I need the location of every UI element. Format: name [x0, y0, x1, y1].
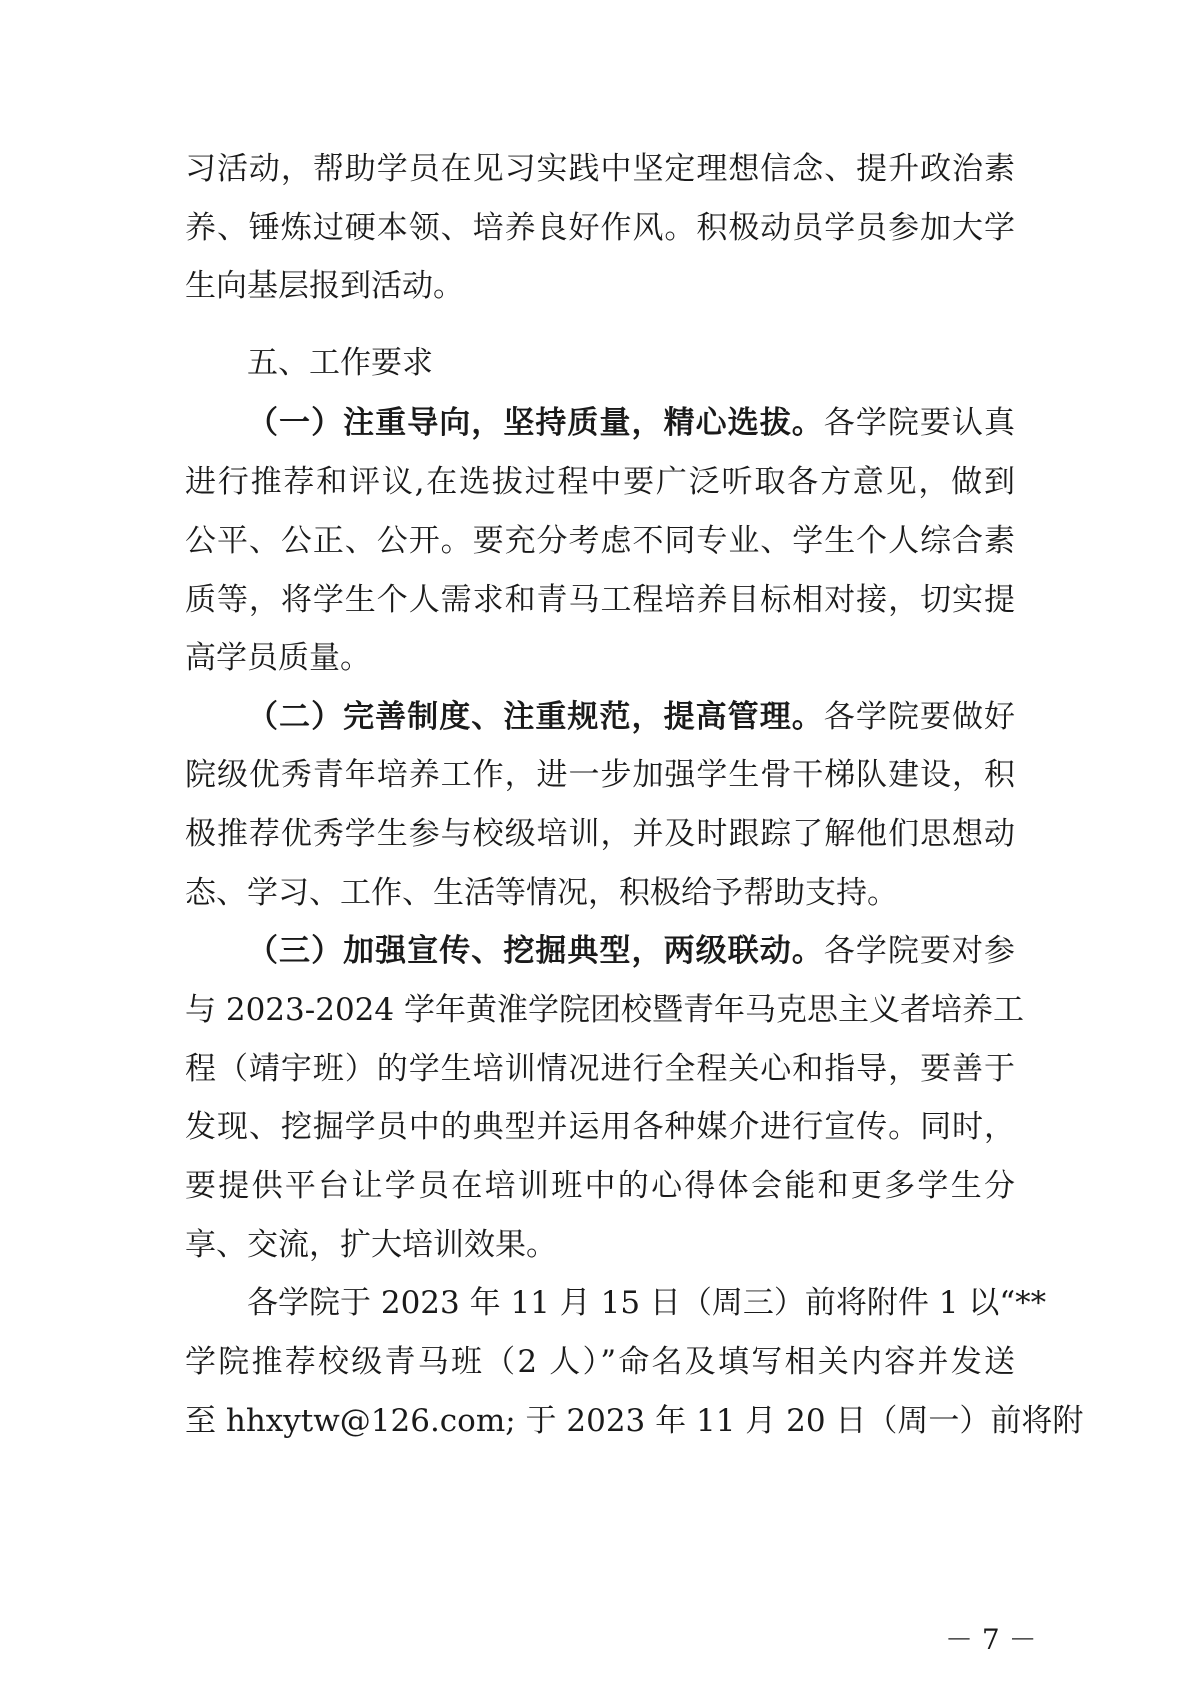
- section-heading: 五、工作要求: [247, 345, 433, 381]
- closing-line-2: 学院推荐校级青马班（2 人）”命名及填写相关内容并发送: [185, 1344, 1015, 1380]
- item-2-line-3: 极推荐优秀学生参与校级培训，并及时跟踪了解他们思想动: [185, 816, 1015, 852]
- closing-line-3: 至 hhxytw@126.com; 于 2023 年 11 月 20 日（周一）前将附: [185, 1403, 1084, 1439]
- item-3-line-4: 发现、挖掘学员中的典型并运用各种媒介进行宣传。同时，: [185, 1109, 1015, 1145]
- paragraph-1-line-2: 养、锤炼过硬本领、培养良好作风。积极动员学员参加大学: [185, 210, 1015, 246]
- item-2-line-1: [247, 697, 1015, 737]
- item-1-line-1-rest: 各学院要认真: [823, 405, 1015, 441]
- paragraph-1-line-3: 生向基层报到活动。: [185, 268, 464, 304]
- item-3-line-3: 程（靖宇班）的学生培训情况进行全程关心和指导，要善于: [185, 1051, 1015, 1087]
- item-3-line-2: 与 2023-2024 学年黄淮学院团校暨青年马克思主义者培养工: [185, 992, 1024, 1028]
- item-2-line-2: 院级优秀青年培养工作，进一步加强学生骨干梯队建设，积: [185, 757, 1015, 793]
- item-2-line-4: 态、学习、工作、生活等情况，积极给予帮助支持。: [185, 875, 898, 911]
- closing-line-1: 各学院于 2023 年 11 月 15 日（周三）前将附件 1 以“**: [247, 1285, 1047, 1321]
- item-1-line-5: 高学员质量。: [185, 640, 371, 676]
- item-1-line-3: 公平、公正、公开。要充分考虑不同专业、学生个人综合素: [185, 523, 1015, 559]
- item-2-line-1-rest: 各学院要做好: [823, 699, 1015, 735]
- paragraph-1-line-1: 习活动，帮助学员在见习实践中坚定理想信念、提升政治素: [185, 151, 1015, 187]
- item-2-lead: （二）完善制度、注重规范，提高管理。: [247, 699, 824, 735]
- item-1-lead: （一）注重导向，坚持质量，精心选拔。: [247, 405, 824, 441]
- item-3-lead: （三）加强宣传、挖掘典型，两级联动。: [247, 933, 824, 969]
- item-1-line-4: 质等，将学生个人需求和青马工程培养目标相对接，切实提: [185, 582, 1015, 618]
- item-3-line-6: 享、交流，扩大培训效果。: [185, 1227, 557, 1263]
- item-3-line-1: [247, 931, 1015, 971]
- item-3-line-1-rest: 各学院要对参: [823, 933, 1015, 969]
- item-3-line-5: 要提供平台让学员在培训班中的心得体会能和更多学生分: [185, 1168, 1015, 1204]
- item-1-line-2: 进行推荐和评议,在选拔过程中要广泛听取各方意见，做到: [185, 464, 1015, 500]
- page-number: － 7 －: [945, 1623, 1037, 1656]
- item-1-line-1: [247, 403, 1015, 443]
